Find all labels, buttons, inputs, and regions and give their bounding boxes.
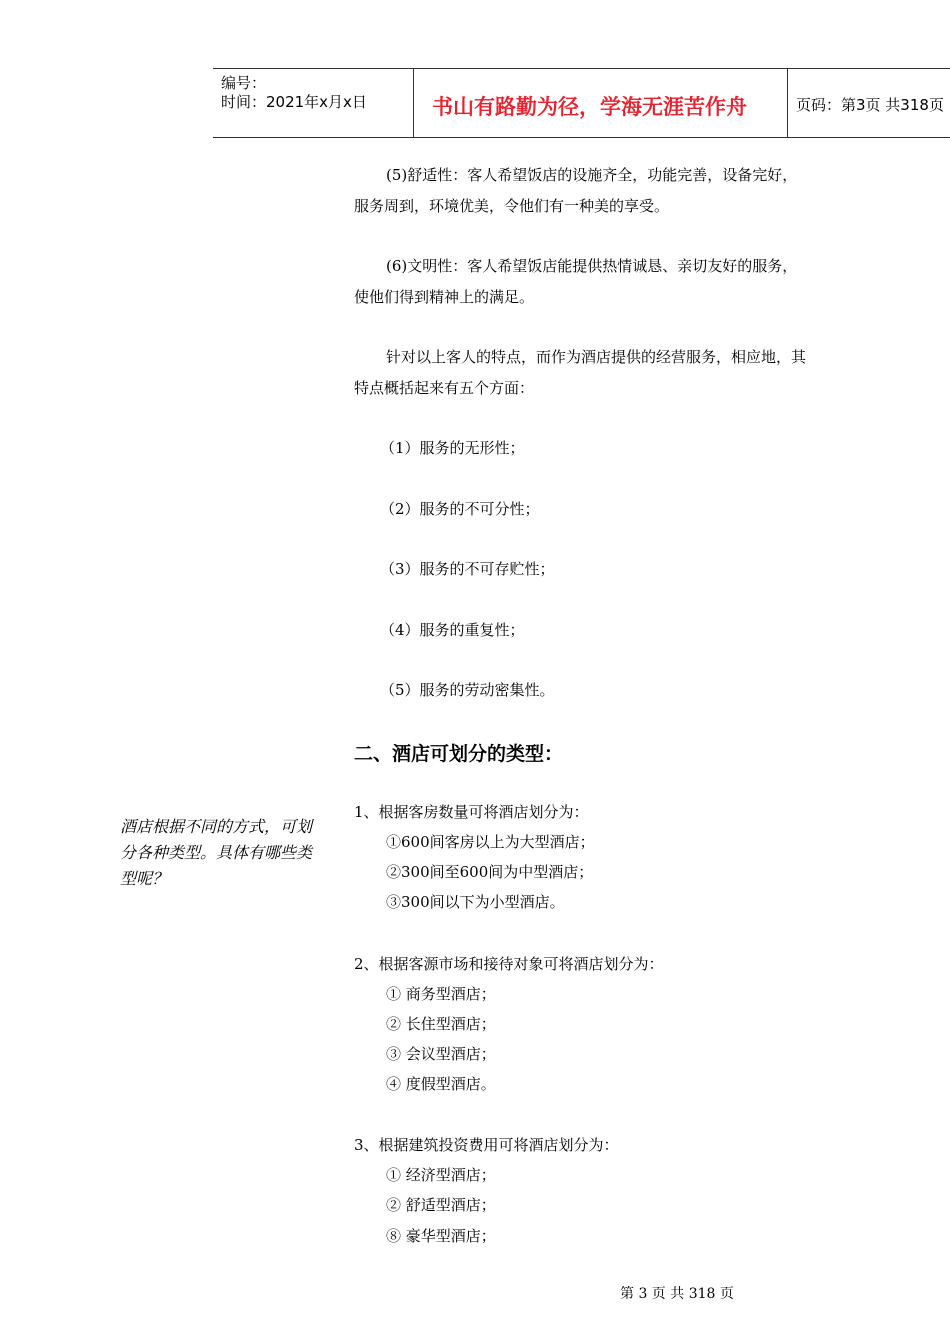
motto-text: 书山有路勤为径，学海无涯苦作舟 <box>432 95 747 119</box>
feature-item: （5）服务的劳动密集性。 <box>380 681 555 699</box>
page-info-text: 页码：第3页 共318页 <box>796 96 944 114</box>
group2-item: ④ 度假型酒店。 <box>386 1075 496 1093</box>
section-heading: 二、酒店可划分的类型： <box>354 743 564 765</box>
group1-item: ③300间以下为小型酒店。 <box>386 893 565 911</box>
feature-item: （2）服务的不可分性； <box>380 500 540 518</box>
side-note: 酒店根据不同的方式，可划分各种类型。具体有哪些类型呢？ <box>120 817 313 888</box>
feature-item: （4）服务的重复性； <box>380 621 525 639</box>
page-footer: 第 3 页 共 318 页 <box>620 1286 734 1302</box>
group1-title: 1、根据客房数量可将酒店划分为： <box>354 803 589 821</box>
group3-title: 3、根据建筑投资费用可将酒店划分为： <box>354 1136 619 1154</box>
paragraph-civility-line2: 使他们得到精神上的满足。 <box>354 288 535 306</box>
paragraph-civility-line1: (6)文明性：客人希望饭店能提供热情诚恳、亲切友好的服务， <box>386 257 798 275</box>
group3-item: ⑧ 豪华型酒店； <box>386 1227 496 1245</box>
header-motto <box>413 69 788 137</box>
group3-item: ② 舒适型酒店； <box>386 1196 496 1214</box>
paragraph-comfort-line2: 服务周到，环境优美，令他们有一种美的享受。 <box>354 197 670 215</box>
group2-item: ③ 会议型酒店； <box>386 1045 496 1063</box>
group2-item: ② 长住型酒店； <box>386 1015 496 1033</box>
group3-item: ① 经济型酒店； <box>386 1166 496 1184</box>
group1-item: ②300间至600间为中型酒店； <box>386 863 594 881</box>
feature-item: （3）服务的不可存贮性； <box>380 560 555 578</box>
paragraph-intro-line1: 针对以上客人的特点，而作为酒店提供的经营服务，相应地，其 <box>386 348 807 366</box>
number-label: 编号： <box>221 74 267 92</box>
time-label: 时间：2021年x月x日 <box>221 93 367 111</box>
header-page-info <box>787 69 950 137</box>
group2-item: ① 商务型酒店； <box>386 985 496 1003</box>
group2-title: 2、根据客源市场和接待对象可将酒店划分为： <box>354 955 664 973</box>
page-header <box>213 68 950 138</box>
feature-item: （1）服务的无形性； <box>380 439 525 457</box>
paragraph-comfort-line1: (5)舒适性：客人希望饭店的设施齐全，功能完善，设备完好， <box>386 166 798 184</box>
header-meta <box>213 69 414 137</box>
group1-item: ①600间客房以上为大型酒店； <box>386 833 595 851</box>
paragraph-intro-line2: 特点概括起来有五个方面： <box>354 379 535 397</box>
